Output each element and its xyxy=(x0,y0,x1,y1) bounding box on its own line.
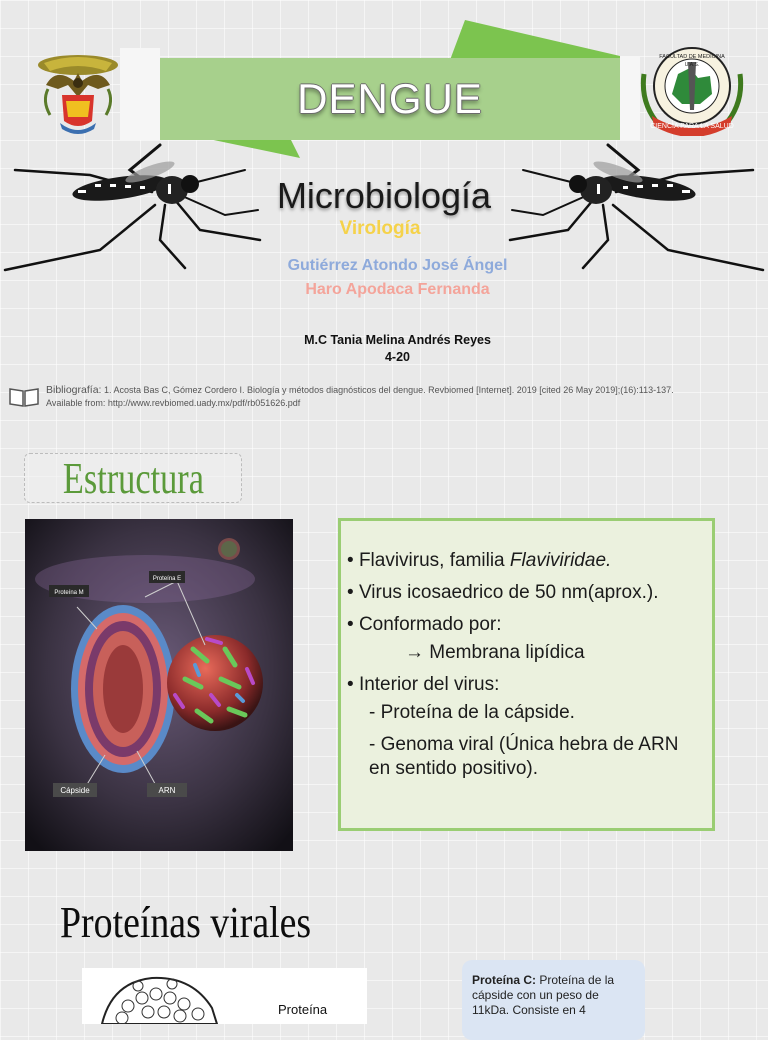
open-book-icon xyxy=(8,386,40,408)
bibliography-text: 1. Acosta Bas C, Gómez Cordero I. Biología y métodos diagnósticos del dengue. Revbiomed [Internet]. 2019 [cited 26 May 2019];(16):113-137. xyxy=(103,385,674,395)
bullet-interior-text: Interior del virus: xyxy=(358,674,500,695)
seal-motto: CIENCIA PARA LA SALUD xyxy=(650,123,734,130)
sub-viral-genome: - Genoma viral (Única hebra de ARN en sentido positivo). xyxy=(369,734,679,779)
sub-lipid-membrane-text: Membrana lipídica xyxy=(429,642,585,663)
label-rna: ARN xyxy=(158,786,176,795)
title-banner xyxy=(120,20,640,160)
cover-subtitle: Virología xyxy=(339,218,421,239)
virus-structure-image xyxy=(25,519,293,851)
bullet-icosahedral: • Virus icosaedrico de 50 nm(aprox.). xyxy=(347,582,659,603)
structure-heading: Estructura xyxy=(62,453,204,503)
arrow-right-icon: → xyxy=(405,642,424,663)
group-number: 4-20 xyxy=(384,350,411,364)
label-protein-e: Proteína E xyxy=(152,576,182,582)
protein-image-label: Proteína xyxy=(278,1002,328,1017)
bibliography-label: Bibliografía: xyxy=(46,384,102,396)
seal-middle-text: U.A.S. xyxy=(684,62,700,68)
protein-c-text: Proteína de la cápside con un peso de 11kDa. Consiste en 4 xyxy=(472,973,615,1017)
teacher-name: M.C Tania Melina Andrés Reyes xyxy=(304,333,491,347)
school-eagle-crest-icon xyxy=(36,45,120,137)
protein-c-title: Proteína C: xyxy=(472,973,537,987)
bibliography-link[interactable]: Available from: http://www.revbiomed.uady.mx/pdf/rb051626.pdf xyxy=(46,398,301,408)
bullet-icosahedral-text: Virus icosaedrico de 50 nm(aprox.). xyxy=(358,582,659,603)
sub-capsid-protein: - Proteína de la cápside. xyxy=(369,702,575,723)
structure-info-box xyxy=(338,518,715,831)
label-capsid: Cápside xyxy=(60,786,90,795)
author-2: Haro Apodaca Fernanda xyxy=(305,281,490,298)
bullet-composition-text: Conformado por: xyxy=(358,614,502,635)
label-protein-m: Proteína M xyxy=(54,590,84,596)
seal-top-text: FACULTAD DE MEDICINA xyxy=(659,54,725,60)
author-1: Gutiérrez Atondo José Ángel xyxy=(287,257,508,274)
bullet-flavivirus-text: Flavivirus, familia xyxy=(358,550,510,571)
bibliography xyxy=(46,384,764,410)
teacher-block xyxy=(0,332,768,366)
banner-title-box xyxy=(160,58,620,140)
bullet-flavivirus: • Flavivirus, familia Flaviviridae. xyxy=(347,550,612,571)
protein-c-card xyxy=(462,960,645,1040)
bullet-composition: • Conformado por: xyxy=(347,614,502,635)
facultad-medicina-seal-icon xyxy=(638,44,746,136)
protein-diagram-image xyxy=(82,968,367,1024)
bullet-interior: • Interior del virus: xyxy=(347,674,500,695)
banner-title: DENGUE xyxy=(297,75,483,122)
structure-heading-box xyxy=(24,453,242,503)
proteins-heading: Proteínas virales xyxy=(60,898,312,947)
bullet-flavivirus-family: Flaviviridae. xyxy=(509,550,612,571)
cover-title: Microbiología xyxy=(276,175,492,216)
sub-lipid-membrane xyxy=(347,641,698,665)
